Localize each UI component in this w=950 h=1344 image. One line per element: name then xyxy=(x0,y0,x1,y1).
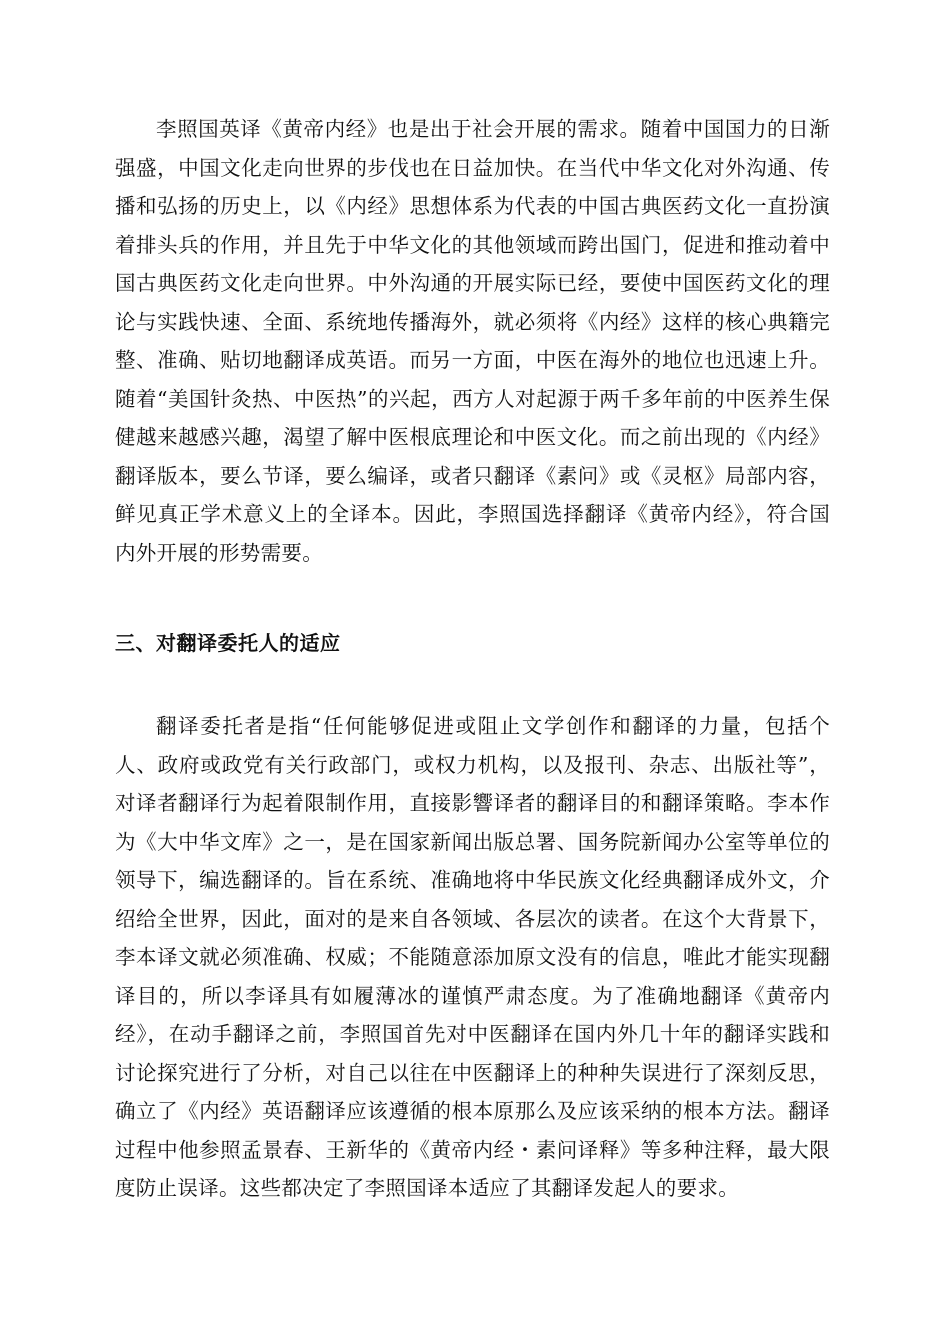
body-paragraph-2: 翻译委托者是指“任何能够促进或阻止文学创作和翻译的力量，包括个人、政府或政党有关行政部门，或权力机构，以及报刊、杂志、出版社等”，对译者翻译行为起着限制作用，直接影響译者的翻译目的和翻译策略。李本作为《大中华文库》之一，是在国家新闻出版总署、国务院新闻办公室等单位的领导下，编选翻译的。旨在系统、准确地将中华民族文化经典翻译成外文，介绍给全世界，因此，面对的是来自各领域、各层次的读者。在这个大背景下，李本译文就必须准确、权威；不能随意添加原文没有的信息，唯此才能实现翻译目的，所以李译具有如履薄冰的谨慎严肃态度。为了准确地翻译《黄帝内经》，在动手翻译之前，李照国首先对中医翻译在国内外几十年的翻译实践和讨论探究进行了分析，对自己以往在中医翻译上的种种失误进行了深刻反思，确立了《内经》英语翻译应该遵循的根本原那么及应该采纳的根本方法。翻译过程中他参照孟景春、王新华的《黄帝内经・素问译释》等多种注释，最大限度防止误译。这些都决定了李照国译本适应了其翻译发起人的要求。 xyxy=(115,714,830,1200)
body-paragraph-1: 李照国英译《黄帝内经》也是出于社会开展的需求。随着中国国力的日渐强盛，中国文化走向世界的步伐也在日益加快。在当代中华文化对外沟通、传播和弘扬的历史上，以《内经》思想体系为代表的中国古典医药文化一直扮演着排头兵的作用，并且先于中华文化的其他领域而跨出国门，促进和推动着中国古典医药文化走向世界。中外沟通的开展实际已经，要使中国医药文化的理论与实践快速、全面、系统地传播海外，就必须将《内经》这样的核心典籍完整、准确、贴切地翻译成英语。而另一方面，中医在海外的地位也迅速上升。随着“美国针灸热、中医热”的兴起，西方人对起源于两千多年前的中医养生保健越来越感兴趣，渴望了解中医根底理论和中医文化。而之前出现的《内经》翻译版本，要么节译，要么编译，或者只翻译《素问》或《灵枢》局部内容，鲜见真正学术意义上的全译本。因此，李照国选择翻译《黄帝内经》，符合国内外开展的形势需要。 xyxy=(115,117,830,565)
section-heading: 三、对翻译委托人的适应 xyxy=(115,631,341,655)
